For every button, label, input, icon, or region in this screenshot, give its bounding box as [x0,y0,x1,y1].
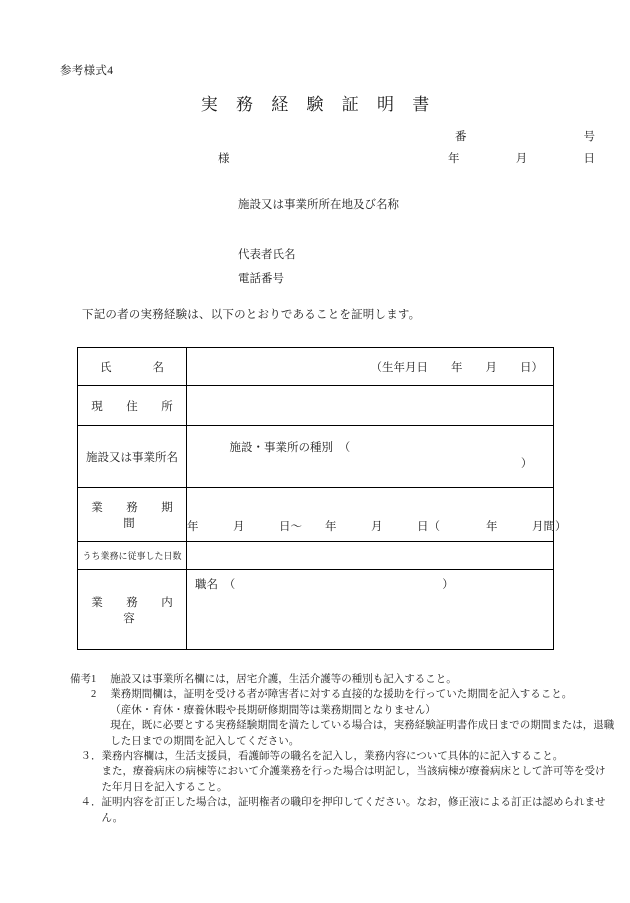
row-label-content: 業 務 内 容 [78,570,187,650]
note-marker: 2 [70,689,97,701]
issuer-place-label: 施設又は事業所所在地及び名称 [238,199,399,211]
row-value-address[interactable] [187,386,554,426]
issuer-name-label: 代表者氏名 [238,249,296,261]
issue-date-row [448,150,595,166]
row-label-period: 業 務 期 間 [78,488,187,542]
note-item [70,687,615,749]
note-line: 業務期間欄は，証明を受ける者が障害者に対する直接的な援助を行っていた期間を記入すること。 [110,689,573,701]
note-line: 証明内容を訂正した場合は，証明権者の職印を押印してください。なお，修正液による訂正は認められません。 [101,797,606,824]
page-title: 実 務 経 験 証 明 書 [200,95,437,114]
year-label: 年 [448,153,460,165]
table-row-facility [78,426,554,488]
note-body [102,749,616,795]
note-line: 施設又は事業所名欄には，居宅介護，生活介護等の種別も記入すること。 [110,674,457,685]
note-marker: 備考1 [70,674,97,685]
note-item [70,749,615,795]
birthdate-line: （生年月日 年 月 日） [370,361,543,374]
note-line: 現在，既に必要とする実務経験期間を満たしている場合は，実務経験証明書作成日までの期間または，退職した日までの期間を記入してください。 [110,720,615,747]
table-row-period [78,488,554,542]
certification-statement: 下記の者の実務経験は、以下のとおりであることを証明します。 [82,309,421,321]
row-label-address: 現 住 所 [78,386,187,426]
row-value-name[interactable] [187,348,554,386]
job-title-line: 職名 （ ） [195,579,454,591]
row-label-facility: 施設又は事業所名 [78,426,187,488]
note-marker: ４． [70,797,102,809]
table-row-name [78,348,554,386]
table-row-days [78,542,554,570]
addressee-suffix: 様 [218,153,230,165]
note-marker: ３． [70,751,102,763]
month-label: 月 [515,153,528,165]
note-line: また，療養病床の病棟等において介護業務を行った場合は明記し，当該病棟が療養病床として許可等を受けた年月日を記入すること。 [101,766,606,793]
experience-table [77,347,567,650]
table-row-address [78,386,554,426]
facility-kind-suffix: ） [520,458,533,470]
facility-kind-prefix: 施設・事業所の種別 （ [229,442,351,454]
period-line: 年 月 日～ 年 月 日（ 年 月間） [187,521,567,533]
number-unit-label: 号 [583,131,595,143]
row-label-name: 氏 名 [78,348,187,386]
row-label-days: うち業務に従事した日数 [78,542,187,570]
row-value-period[interactable] [187,488,567,542]
issuer-tel-label: 電話番号 [238,273,284,285]
facility-kind-line [195,427,546,479]
document-number-row [455,128,595,144]
row-value-days[interactable] [187,542,554,570]
notes-section [70,672,615,826]
number-label: 番 [455,131,467,143]
day-label: 日 [583,153,595,165]
form-code: 参考様式4 [60,65,114,77]
note-line: 業務内容欄は，生活支援員，看護師等の職名を記入し，業務内容について具体的に記入すること。 [101,751,564,763]
note-body [102,795,616,826]
row-value-content[interactable] [187,570,554,650]
note-item [70,672,615,687]
table-row-content [78,570,554,650]
note-body [96,672,615,687]
note-item [70,795,615,826]
note-line: （産休・育休・療養休暇や長期研修期間等は業務期間となりません） [110,704,436,716]
row-value-facility[interactable] [187,426,554,488]
note-body [96,687,615,749]
